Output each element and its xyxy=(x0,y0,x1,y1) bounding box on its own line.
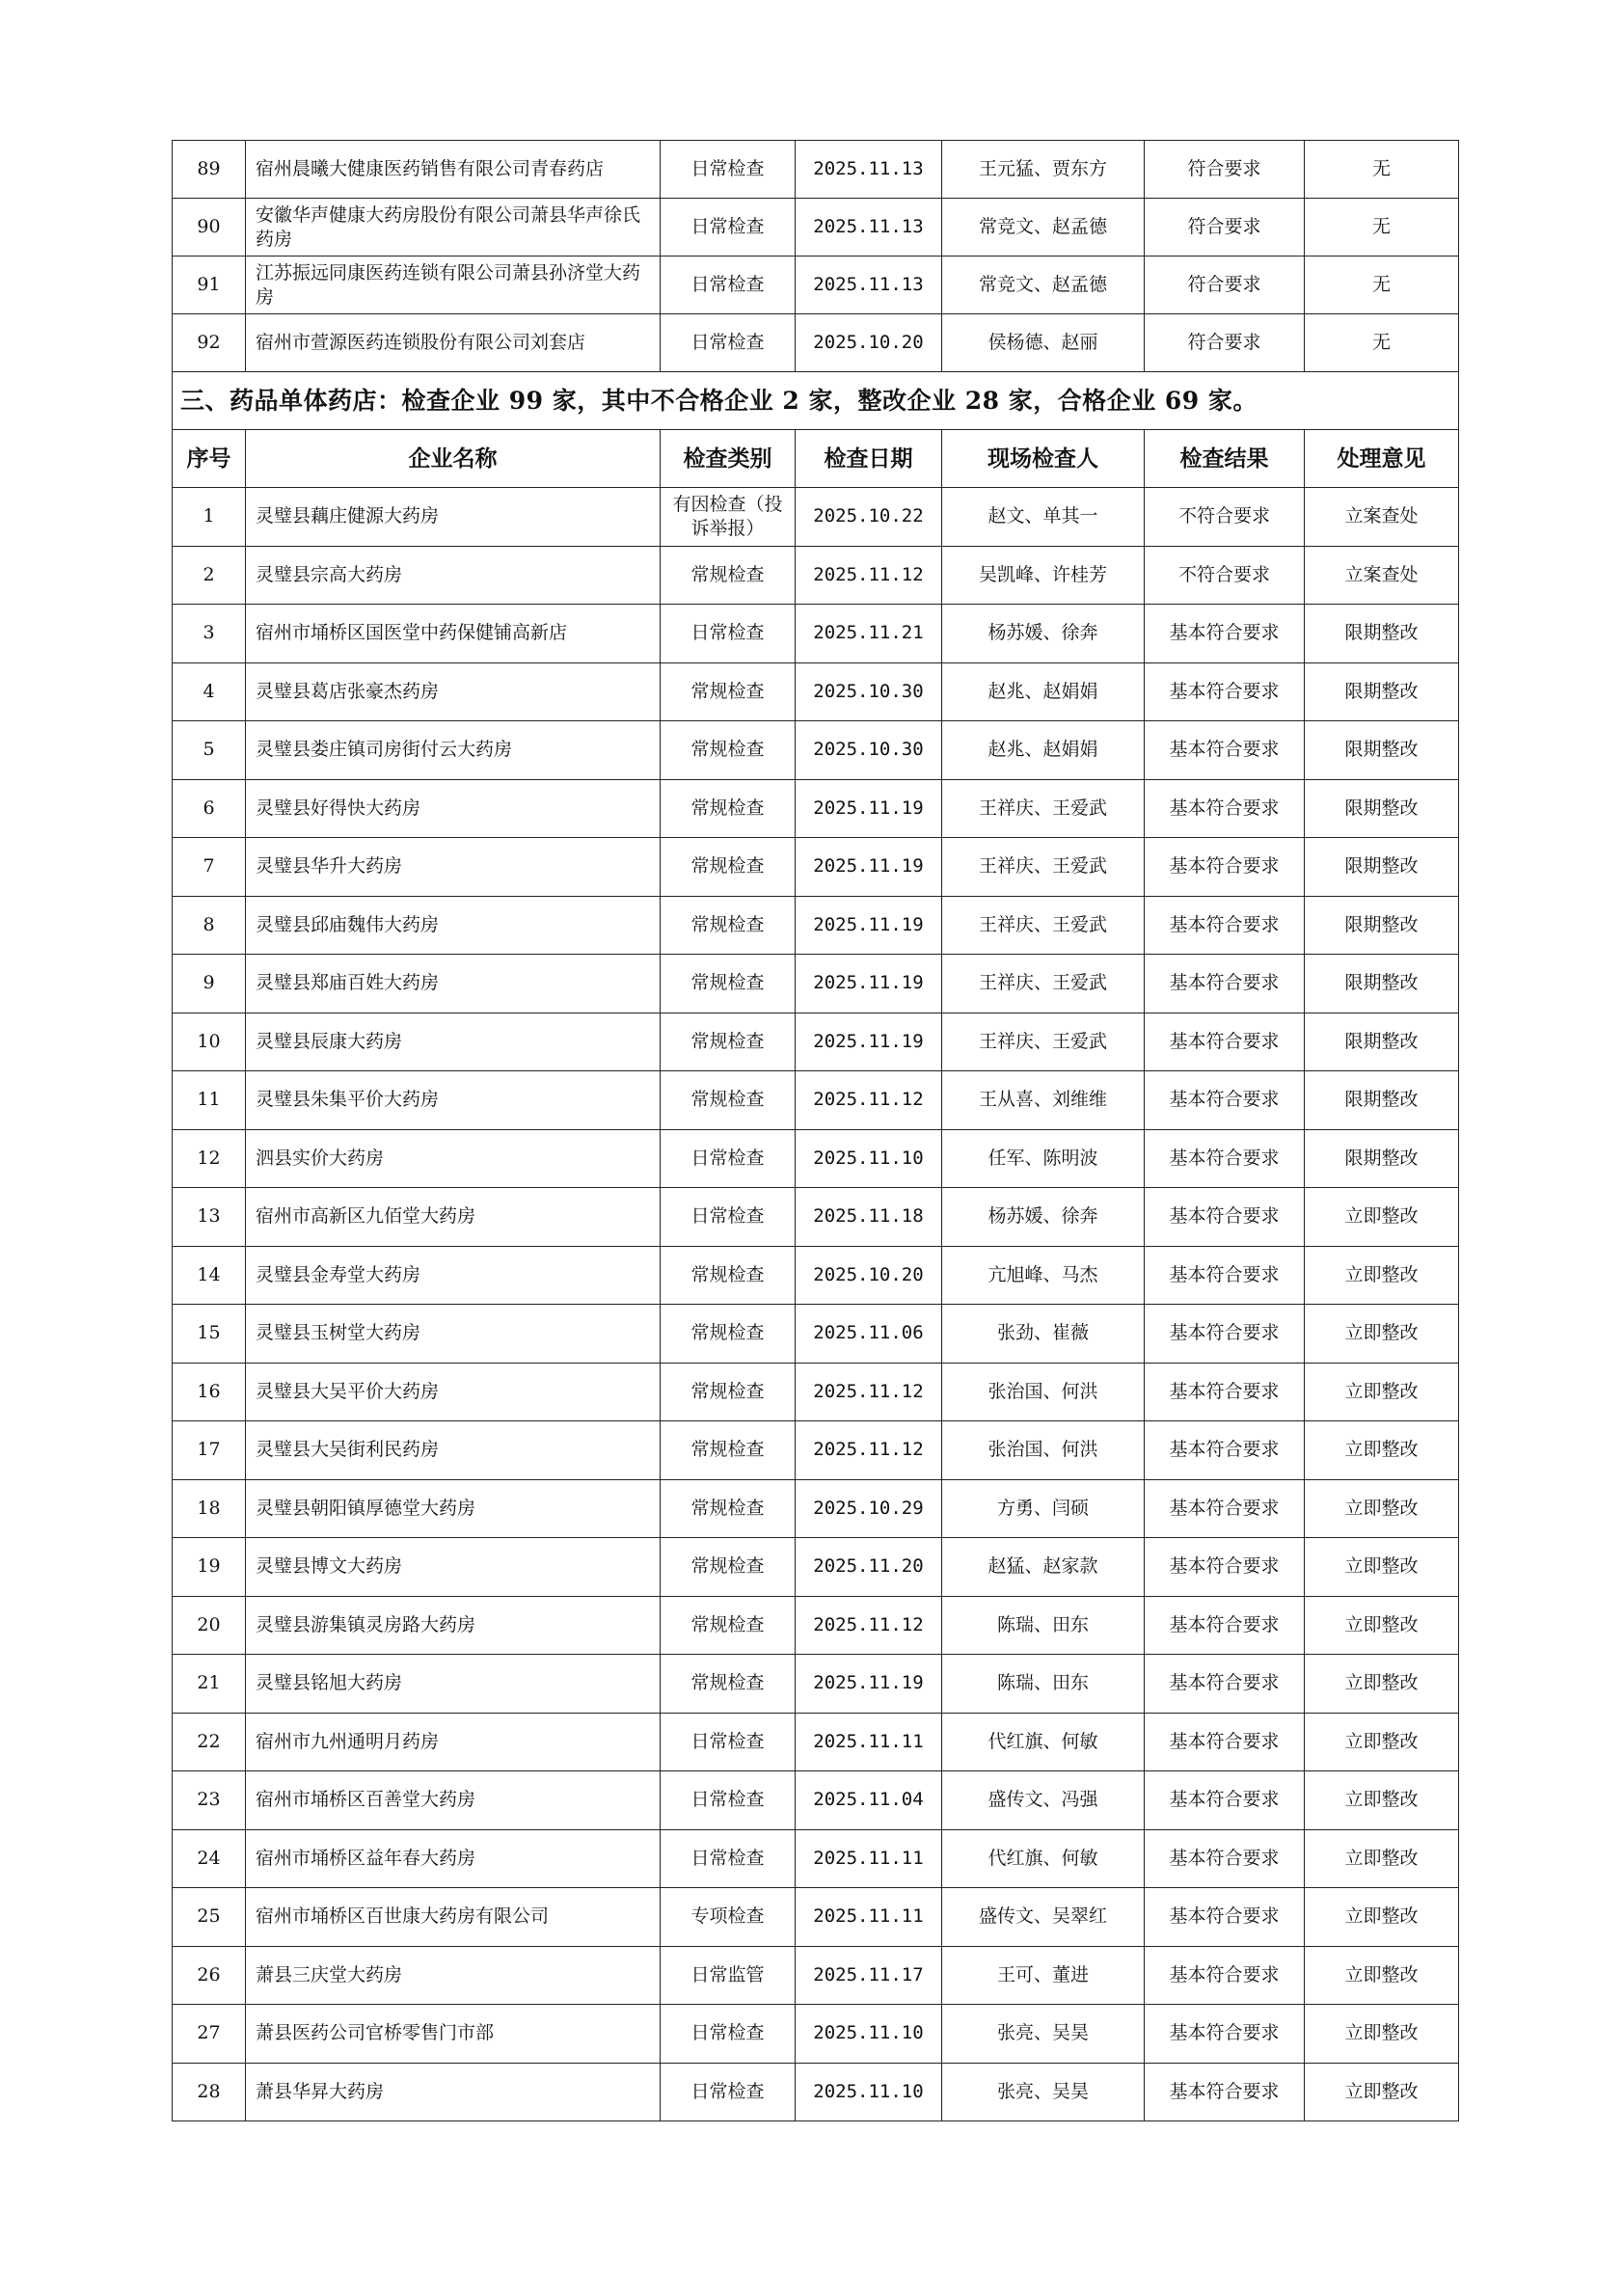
cell-name: 泗县实价大药房 xyxy=(246,1129,661,1188)
cell-name: 灵璧县朱集平价大药房 xyxy=(246,1071,661,1130)
cell-result: 基本符合要求 xyxy=(1145,1596,1305,1655)
table-row xyxy=(173,838,1459,897)
cell-name: 萧县华昇大药房 xyxy=(246,2063,661,2121)
cell-result: 符合要求 xyxy=(1145,141,1305,199)
cell-no: 28 xyxy=(173,2063,246,2121)
cell-inspectors: 赵文、单其一 xyxy=(942,488,1145,547)
cell-name: 灵璧县宗高大药房 xyxy=(246,546,661,605)
cell-no: 89 xyxy=(173,141,246,199)
cell-no: 6 xyxy=(173,779,246,838)
table-row xyxy=(173,488,1459,547)
cell-inspectors: 王从喜、刘维维 xyxy=(942,1071,1145,1130)
table-header-row xyxy=(173,430,1459,488)
cell-result: 不符合要求 xyxy=(1145,546,1305,605)
cell-type: 常规检查 xyxy=(661,662,796,721)
cell-inspectors: 王元猛、贾东方 xyxy=(942,141,1145,199)
cell-action: 立即整改 xyxy=(1305,1946,1459,2005)
cell-action: 立即整改 xyxy=(1305,1713,1459,1771)
cell-no: 15 xyxy=(173,1305,246,1364)
cell-date: 2025.10.22 xyxy=(796,488,942,547)
cell-action: 立案查处 xyxy=(1305,546,1459,605)
cell-inspectors: 王祥庆、王爱武 xyxy=(942,838,1145,897)
cell-date: 2025.11.19 xyxy=(796,955,942,1013)
cell-date: 2025.11.12 xyxy=(796,1596,942,1655)
cell-date: 2025.11.10 xyxy=(796,1129,942,1188)
cell-result: 基本符合要求 xyxy=(1145,838,1305,897)
cell-name: 宿州市埇桥区国医堂中药保健铺高新店 xyxy=(246,605,661,663)
cell-no: 9 xyxy=(173,955,246,1013)
cell-no: 24 xyxy=(173,1829,246,1888)
cell-date: 2025.11.10 xyxy=(796,2063,942,2121)
cell-result: 基本符合要求 xyxy=(1145,1071,1305,1130)
cell-date: 2025.11.10 xyxy=(796,2005,942,2064)
cell-name: 宿州市埇桥区百世康大药房有限公司 xyxy=(246,1888,661,1947)
cell-name: 萧县医药公司官桥零售门市部 xyxy=(246,2005,661,2064)
cell-result: 基本符合要求 xyxy=(1145,1013,1305,1071)
cell-inspectors: 赵兆、赵娟娟 xyxy=(942,721,1145,780)
cell-action: 限期整改 xyxy=(1305,1129,1459,1188)
cell-inspectors: 常竞文、赵孟德 xyxy=(942,257,1145,314)
cell-name: 宿州晨曦大健康医药销售有限公司青春药店 xyxy=(246,141,661,199)
cell-inspectors: 王祥庆、王爱武 xyxy=(942,1013,1145,1071)
table-row xyxy=(173,1246,1459,1305)
cell-result: 基本符合要求 xyxy=(1145,1655,1305,1714)
cell-inspectors: 代红旗、何敏 xyxy=(942,1713,1145,1771)
cell-type: 常规检查 xyxy=(661,1305,796,1364)
cell-action: 立即整改 xyxy=(1305,1829,1459,1888)
cell-inspectors: 侯杨德、赵丽 xyxy=(942,314,1145,372)
table-row xyxy=(173,1479,1459,1538)
table-row xyxy=(173,955,1459,1013)
table-row xyxy=(173,1946,1459,2005)
cell-type: 常规检查 xyxy=(661,1596,796,1655)
table-row xyxy=(173,1888,1459,1947)
cell-type: 常规检查 xyxy=(661,838,796,897)
cell-action: 立即整改 xyxy=(1305,1655,1459,1714)
cell-no: 25 xyxy=(173,1888,246,1947)
cell-type: 常规检查 xyxy=(661,779,796,838)
cell-type: 常规检查 xyxy=(661,1013,796,1071)
cell-action: 立即整改 xyxy=(1305,1421,1459,1480)
cell-action: 立即整改 xyxy=(1305,1771,1459,1830)
cell-name: 宿州市九州通明月药房 xyxy=(246,1713,661,1771)
table-row xyxy=(173,1305,1459,1364)
cell-inspectors: 杨苏媛、徐奔 xyxy=(942,605,1145,663)
cell-inspectors: 亢旭峰、马杰 xyxy=(942,1246,1145,1305)
cell-action: 无 xyxy=(1305,141,1459,199)
cell-type: 日常检查 xyxy=(661,1713,796,1771)
cell-action: 无 xyxy=(1305,314,1459,372)
header-date: 检查日期 xyxy=(796,430,942,488)
cell-type: 常规检查 xyxy=(661,546,796,605)
cell-name: 灵璧县葛店张豪杰药房 xyxy=(246,662,661,721)
header-name: 企业名称 xyxy=(246,430,661,488)
cell-type: 日常检查 xyxy=(661,314,796,372)
cell-type: 常规检查 xyxy=(661,1479,796,1538)
cell-type: 日常检查 xyxy=(661,2005,796,2064)
cell-result: 基本符合要求 xyxy=(1145,1421,1305,1480)
cell-type: 日常检查 xyxy=(661,199,796,257)
table-row xyxy=(173,1596,1459,1655)
cell-result: 基本符合要求 xyxy=(1145,662,1305,721)
cell-result: 基本符合要求 xyxy=(1145,1946,1305,2005)
table-row xyxy=(173,314,1459,372)
cell-action: 限期整改 xyxy=(1305,662,1459,721)
table-row xyxy=(173,721,1459,780)
cell-action: 立即整改 xyxy=(1305,1188,1459,1247)
cell-result: 基本符合要求 xyxy=(1145,1246,1305,1305)
cell-inspectors: 代红旗、何敏 xyxy=(942,1829,1145,1888)
cell-result: 基本符合要求 xyxy=(1145,2063,1305,2121)
cell-no: 7 xyxy=(173,838,246,897)
cell-no: 4 xyxy=(173,662,246,721)
cell-result: 符合要求 xyxy=(1145,314,1305,372)
cell-no: 92 xyxy=(173,314,246,372)
cell-name: 灵璧县华升大药房 xyxy=(246,838,661,897)
cell-inspectors: 张亮、吴昊 xyxy=(942,2063,1145,2121)
cell-type: 日常检查 xyxy=(661,605,796,663)
table-row xyxy=(173,1071,1459,1130)
cell-date: 2025.11.11 xyxy=(796,1829,942,1888)
cell-action: 立即整改 xyxy=(1305,1305,1459,1364)
table-row xyxy=(173,1713,1459,1771)
header-type: 检查类别 xyxy=(661,430,796,488)
cell-date: 2025.11.21 xyxy=(796,605,942,663)
cell-date: 2025.11.04 xyxy=(796,1771,942,1830)
cell-action: 立即整改 xyxy=(1305,1363,1459,1421)
cell-result: 基本符合要求 xyxy=(1145,779,1305,838)
cell-date: 2025.10.20 xyxy=(796,314,942,372)
cell-date: 2025.11.13 xyxy=(796,141,942,199)
cell-type: 专项检查 xyxy=(661,1888,796,1947)
cell-action: 限期整改 xyxy=(1305,838,1459,897)
cell-action: 限期整改 xyxy=(1305,1013,1459,1071)
cell-date: 2025.11.19 xyxy=(796,838,942,897)
cell-date: 2025.11.06 xyxy=(796,1305,942,1364)
inspection-table xyxy=(172,140,1459,2121)
cell-no: 26 xyxy=(173,1946,246,2005)
cell-action: 限期整改 xyxy=(1305,955,1459,1013)
cell-no: 5 xyxy=(173,721,246,780)
header-no: 序号 xyxy=(173,430,246,488)
single-pharmacy-rows xyxy=(173,488,1459,2121)
cell-no: 91 xyxy=(173,257,246,314)
cell-action: 立案查处 xyxy=(1305,488,1459,547)
cell-date: 2025.11.11 xyxy=(796,1888,942,1947)
cell-date: 2025.10.29 xyxy=(796,1479,942,1538)
table-row xyxy=(173,199,1459,257)
cell-date: 2025.11.13 xyxy=(796,257,942,314)
cell-result: 基本符合要求 xyxy=(1145,1305,1305,1364)
cell-no: 19 xyxy=(173,1538,246,1597)
table-row xyxy=(173,1421,1459,1480)
cell-type: 常规检查 xyxy=(661,1071,796,1130)
cell-type: 常规检查 xyxy=(661,896,796,955)
cell-no: 22 xyxy=(173,1713,246,1771)
cell-result: 基本符合要求 xyxy=(1145,1829,1305,1888)
table-row xyxy=(173,1363,1459,1421)
cell-no: 13 xyxy=(173,1188,246,1247)
cell-no: 16 xyxy=(173,1363,246,1421)
table-row xyxy=(173,257,1459,314)
cell-no: 21 xyxy=(173,1655,246,1714)
cell-action: 无 xyxy=(1305,199,1459,257)
cell-inspectors: 任军、陈明波 xyxy=(942,1129,1145,1188)
table-row xyxy=(173,1655,1459,1714)
cell-action: 限期整改 xyxy=(1305,721,1459,780)
cell-type: 有因检查（投诉举报） xyxy=(661,488,796,547)
cell-type: 日常检查 xyxy=(661,257,796,314)
cell-type: 日常检查 xyxy=(661,1829,796,1888)
cell-date: 2025.10.30 xyxy=(796,662,942,721)
cell-result: 基本符合要求 xyxy=(1145,1771,1305,1830)
table-row xyxy=(173,141,1459,199)
cell-name: 灵璧县玉树堂大药房 xyxy=(246,1305,661,1364)
cell-action: 立即整改 xyxy=(1305,1888,1459,1947)
cell-inspectors: 杨苏媛、徐奔 xyxy=(942,1188,1145,1247)
cell-no: 2 xyxy=(173,546,246,605)
cell-type: 常规检查 xyxy=(661,1363,796,1421)
cell-type: 常规检查 xyxy=(661,955,796,1013)
section-title-row xyxy=(173,372,1459,430)
cell-inspectors: 赵兆、赵娟娟 xyxy=(942,662,1145,721)
cell-date: 2025.11.19 xyxy=(796,1655,942,1714)
cell-no: 8 xyxy=(173,896,246,955)
cell-no: 23 xyxy=(173,1771,246,1830)
cell-date: 2025.10.30 xyxy=(796,721,942,780)
cell-result: 基本符合要求 xyxy=(1145,605,1305,663)
cell-inspectors: 盛传文、吴翠红 xyxy=(942,1888,1145,1947)
cell-no: 11 xyxy=(173,1071,246,1130)
cell-result: 基本符合要求 xyxy=(1145,896,1305,955)
cell-type: 常规检查 xyxy=(661,1538,796,1597)
cell-type: 日常检查 xyxy=(661,2063,796,2121)
cell-inspectors: 常竞文、赵孟德 xyxy=(942,199,1145,257)
cell-action: 立即整改 xyxy=(1305,1246,1459,1305)
cell-result: 基本符合要求 xyxy=(1145,1188,1305,1247)
cell-no: 10 xyxy=(173,1013,246,1071)
table-row xyxy=(173,1829,1459,1888)
cell-name: 灵璧县博文大药房 xyxy=(246,1538,661,1597)
cell-type: 常规检查 xyxy=(661,1421,796,1480)
table-row xyxy=(173,1538,1459,1597)
cell-no: 17 xyxy=(173,1421,246,1480)
cell-inspectors: 赵猛、赵家款 xyxy=(942,1538,1145,1597)
cell-date: 2025.11.19 xyxy=(796,779,942,838)
cell-action: 立即整改 xyxy=(1305,1479,1459,1538)
cell-date: 2025.11.12 xyxy=(796,1363,942,1421)
cell-date: 2025.10.20 xyxy=(796,1246,942,1305)
cell-result: 基本符合要求 xyxy=(1145,2005,1305,2064)
cell-action: 无 xyxy=(1305,257,1459,314)
cell-type: 日常检查 xyxy=(661,1129,796,1188)
cell-name: 宿州市埇桥区益年春大药房 xyxy=(246,1829,661,1888)
cell-result: 基本符合要求 xyxy=(1145,721,1305,780)
cell-inspectors: 王祥庆、王爱武 xyxy=(942,779,1145,838)
cell-date: 2025.11.11 xyxy=(796,1713,942,1771)
cell-date: 2025.11.20 xyxy=(796,1538,942,1597)
cell-name: 灵璧县娄庄镇司房街付云大药房 xyxy=(246,721,661,780)
cell-result: 不符合要求 xyxy=(1145,488,1305,547)
cell-type: 常规检查 xyxy=(661,1655,796,1714)
cell-type: 常规检查 xyxy=(661,1246,796,1305)
table-row xyxy=(173,896,1459,955)
cell-name: 灵璧县金寿堂大药房 xyxy=(246,1246,661,1305)
cell-action: 立即整改 xyxy=(1305,2063,1459,2121)
cell-action: 立即整改 xyxy=(1305,2005,1459,2064)
cell-name: 灵璧县藕庄健源大药房 xyxy=(246,488,661,547)
cell-action: 立即整改 xyxy=(1305,1538,1459,1597)
cell-name: 安徽华声健康大药房股份有限公司萧县华声徐氏药房 xyxy=(246,199,661,257)
cell-inspectors: 张治国、何洪 xyxy=(942,1363,1145,1421)
cell-type: 日常检查 xyxy=(661,141,796,199)
cell-action: 限期整改 xyxy=(1305,605,1459,663)
cell-type: 日常检查 xyxy=(661,1188,796,1247)
cell-type: 日常检查 xyxy=(661,1771,796,1830)
cell-no: 12 xyxy=(173,1129,246,1188)
table-row xyxy=(173,1013,1459,1071)
cell-type: 常规检查 xyxy=(661,721,796,780)
cell-no: 20 xyxy=(173,1596,246,1655)
header-inspectors: 现场检查人 xyxy=(942,430,1145,488)
cell-action: 限期整改 xyxy=(1305,779,1459,838)
cell-date: 2025.11.13 xyxy=(796,199,942,257)
cell-result: 基本符合要求 xyxy=(1145,1129,1305,1188)
cell-date: 2025.11.12 xyxy=(796,1071,942,1130)
cell-type: 日常监管 xyxy=(661,1946,796,2005)
table-row xyxy=(173,2005,1459,2064)
cell-name: 灵璧县邱庙魏伟大药房 xyxy=(246,896,661,955)
cell-name: 江苏振远同康医药连锁有限公司萧县孙济堂大药房 xyxy=(246,257,661,314)
cell-result: 符合要求 xyxy=(1145,257,1305,314)
cell-inspectors: 王祥庆、王爱武 xyxy=(942,896,1145,955)
cell-inspectors: 陈瑞、田东 xyxy=(942,1596,1145,1655)
header-result: 检查结果 xyxy=(1145,430,1305,488)
cell-date: 2025.11.19 xyxy=(796,896,942,955)
cell-action: 限期整改 xyxy=(1305,1071,1459,1130)
table-row xyxy=(173,1771,1459,1830)
table-row xyxy=(173,779,1459,838)
cell-inspectors: 王祥庆、王爱武 xyxy=(942,955,1145,1013)
cell-inspectors: 张劲、崔薇 xyxy=(942,1305,1145,1364)
cell-name: 宿州市萱源医药连锁股份有限公司刘套店 xyxy=(246,314,661,372)
cell-action: 限期整改 xyxy=(1305,896,1459,955)
cell-inspectors: 陈瑞、田东 xyxy=(942,1655,1145,1714)
cell-no: 14 xyxy=(173,1246,246,1305)
cell-inspectors: 王可、董进 xyxy=(942,1946,1145,2005)
cell-result: 基本符合要求 xyxy=(1145,1479,1305,1538)
cell-name: 灵璧县大吴平价大药房 xyxy=(246,1363,661,1421)
cell-inspectors: 方勇、闫硕 xyxy=(942,1479,1145,1538)
cell-date: 2025.11.12 xyxy=(796,546,942,605)
cell-result: 基本符合要求 xyxy=(1145,1538,1305,1597)
cell-date: 2025.11.19 xyxy=(796,1013,942,1071)
cell-no: 18 xyxy=(173,1479,246,1538)
cell-result: 符合要求 xyxy=(1145,199,1305,257)
cell-inspectors: 张治国、何洪 xyxy=(942,1421,1145,1480)
cell-date: 2025.11.18 xyxy=(796,1188,942,1247)
cell-no: 27 xyxy=(173,2005,246,2064)
cell-name: 灵璧县游集镇灵房路大药房 xyxy=(246,1596,661,1655)
header-action: 处理意见 xyxy=(1305,430,1459,488)
table-row xyxy=(173,1188,1459,1247)
table-row xyxy=(173,662,1459,721)
cell-no: 90 xyxy=(173,199,246,257)
cell-no: 3 xyxy=(173,605,246,663)
cell-result: 基本符合要求 xyxy=(1145,1713,1305,1771)
cell-date: 2025.11.17 xyxy=(796,1946,942,2005)
cell-result: 基本符合要求 xyxy=(1145,1363,1305,1421)
cell-inspectors: 盛传文、冯强 xyxy=(942,1771,1145,1830)
cell-date: 2025.11.12 xyxy=(796,1421,942,1480)
cell-inspectors: 吴凯峰、许桂芳 xyxy=(942,546,1145,605)
table-row xyxy=(173,605,1459,663)
table-row xyxy=(173,546,1459,605)
cell-result: 基本符合要求 xyxy=(1145,955,1305,1013)
cell-name: 萧县三庆堂大药房 xyxy=(246,1946,661,2005)
cell-name: 灵璧县郑庙百姓大药房 xyxy=(246,955,661,1013)
cell-name: 灵璧县辰康大药房 xyxy=(246,1013,661,1071)
cell-name: 宿州市高新区九佰堂大药房 xyxy=(246,1188,661,1247)
cell-name: 灵璧县好得快大药房 xyxy=(246,779,661,838)
cell-action: 立即整改 xyxy=(1305,1596,1459,1655)
cell-inspectors: 张亮、吴昊 xyxy=(942,2005,1145,2064)
cell-name: 灵璧县大吴街利民药房 xyxy=(246,1421,661,1480)
table-row xyxy=(173,1129,1459,1188)
previous-section-rows xyxy=(173,141,1459,372)
section-title: 三、药品单体药店：检查企业 99 家，其中不合格企业 2 家，整改企业 28 家，合格企业 69 家。 xyxy=(173,372,1459,430)
cell-name: 宿州市埇桥区百善堂大药房 xyxy=(246,1771,661,1830)
table-row xyxy=(173,2063,1459,2121)
cell-name: 灵璧县朝阳镇厚德堂大药房 xyxy=(246,1479,661,1538)
cell-result: 基本符合要求 xyxy=(1145,1888,1305,1947)
cell-no: 1 xyxy=(173,488,246,547)
cell-name: 灵璧县铭旭大药房 xyxy=(246,1655,661,1714)
